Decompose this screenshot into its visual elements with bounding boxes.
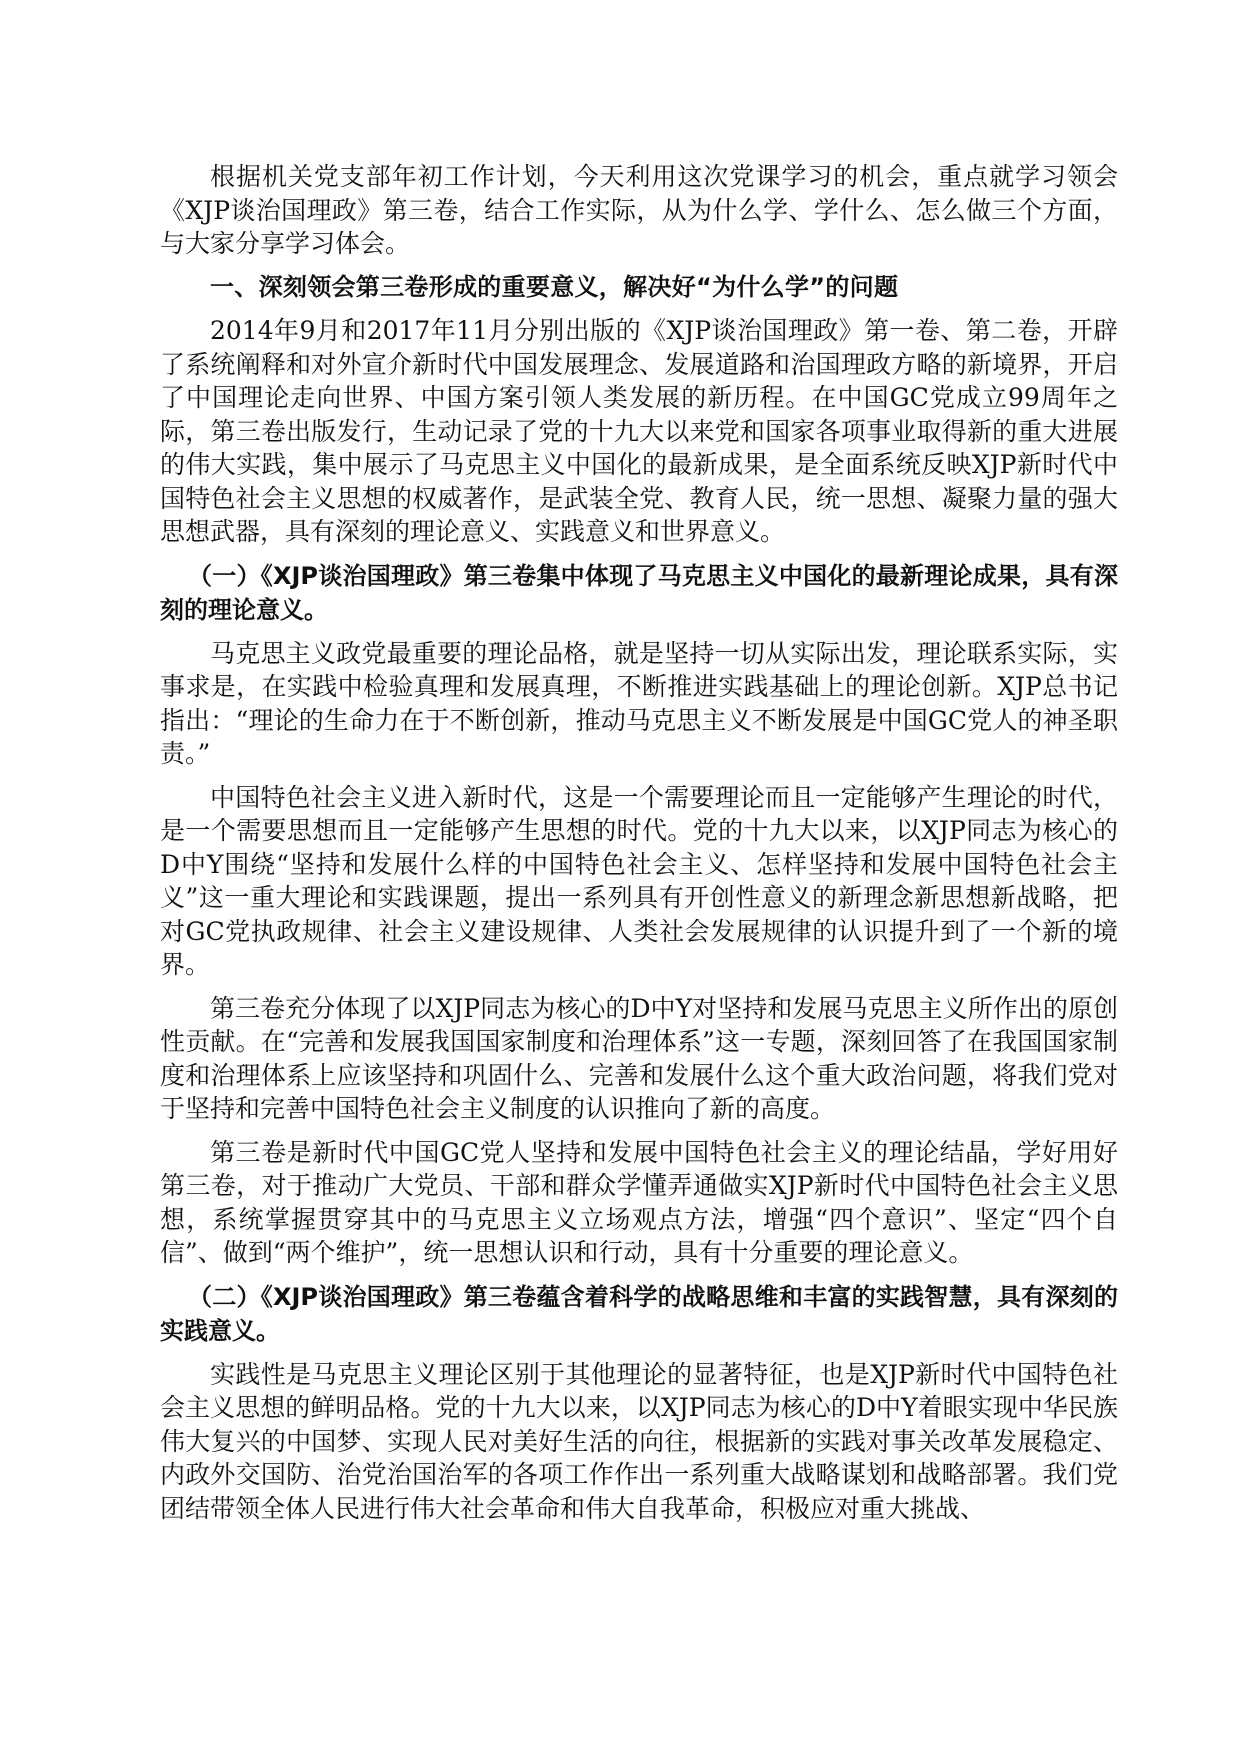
subsection-heading: （二）《XJP谈治国理政》第三卷蕴含着科学的战略思维和丰富的实践智慧，具有深刻的实践意义。 xyxy=(160,1282,1118,1345)
subsection-heading: （一）《XJP谈治国理政》第三卷集中体现了马克思主义中国化的最新理论成果，具有深刻的理论意义。 xyxy=(160,561,1118,624)
body-paragraph: 中国特色社会主义进入新时代，这是一个需要理论而且一定能够产生理论的时代，是一个需要思想而且一定能够产生思想的时代。党的十九大以来，以XJP同志为核心的D中Y围绕“坚持和发展什么样的中国特色社会主义、怎样坚持和发展中国特色社会主义”这一重大理论和实践课题，提出一系列具有开创性意义的新理念新思想新战略，把对GC党执政规律、社会主义建设规律、人类社会发展规律的认识提升到了一个新的境界。 xyxy=(160,782,1118,979)
intro-paragraph: 根据机关党支部年初工作计划，今天利用这次党课学习的机会，重点就学习领会《XJP谈治国理政》第三卷，结合工作实际，从为什么学、学什么、怎么做三个方面，与大家分享学习体会。 xyxy=(160,162,1118,258)
body-paragraph: 第三卷是新时代中国GC党人坚持和发展中国特色社会主义的理论结晶，学好用好第三卷，对于推动广大党员、干部和群众学懂弄通做实XJP新时代中国特色社会主义思想，系统掌握贯穿其中的马克思主义立场观点方法，增强“四个意识”、坚定“四个自信”、做到“两个维护”，统一思想认识和行动，具有十分重要的理论意义。 xyxy=(160,1137,1118,1267)
body-paragraph: 马克思主义政党最重要的理论品格，就是坚持一切从实际出发，理论联系实际，实事求是，在实践中检验真理和发展真理，不断推进实践基础上的理论创新。XJP总书记指出：“理论的生命力在于不断创新，推动马克思主义不断发展是中国GC党人的神圣职责。” xyxy=(160,638,1118,768)
body-paragraph: 实践性是马克思主义理论区别于其他理论的显著特征，也是XJP新时代中国特色社会主义思想的鲜明品格。党的十九大以来，以XJP同志为核心的D中Y着眼实现中华民族伟大复兴的中国梦、实现人民对美好生活的向往，根据新的实践对事关改革发展稳定、内政外交国防、治党治国治军的各项工作作出一系列重大战略谋划和战略部署。我们党团结带领全体人民进行伟大社会革命和伟大自我革命，积极应对重大挑战、 xyxy=(160,1359,1118,1523)
section-paragraph: 2014年9月和2017年11月分别出版的《XJP谈治国理政》第一卷、第二卷，开辟了系统阐释和对外宣介新时代中国发展理念、发展道路和治国理政方略的新境界，开启了中国理论走向世界、中国方案引领人类发展的新历程。在中国GC党成立99周年之际，第三卷出版发行，生动记录了党的十九大以来党和国家各项事业取得新的重大进展的伟大实践，集中展示了马克思主义中国化的最新成果，是全面系统反映XJP新时代中国特色社会主义思想的权威著作，是武装全党、教育人民，统一思想、凝聚力量的强大思想武器，具有深刻的理论意义、实践意义和世界意义。 xyxy=(160,316,1118,546)
section-heading: 一、深刻领会第三卷形成的重要意义，解决好“为什么学”的问题 xyxy=(210,272,899,301)
body-paragraph: 第三卷充分体现了以XJP同志为核心的D中Y对坚持和发展马克思主义所作出的原创性贡献。在“完善和发展我国国家制度和治理体系”这一专题，深刻回答了在我国国家制度和治理体系上应该坚持和巩固什么、完善和发展什么这个重大政治问题，将我们党对于坚持和完善中国特色社会主义制度的认识推向了新的高度。 xyxy=(160,993,1118,1123)
document-page xyxy=(160,160,1118,1535)
